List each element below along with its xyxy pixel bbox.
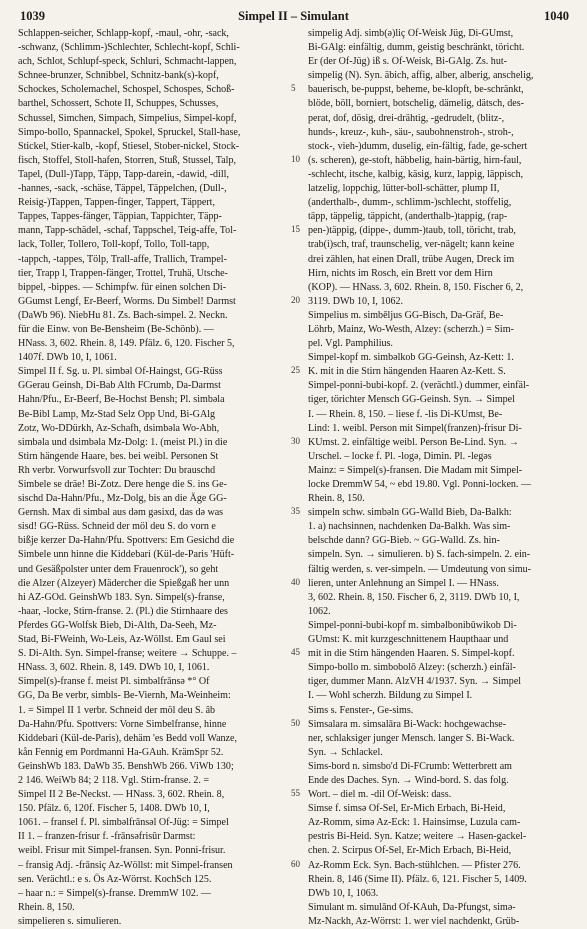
text-line: Hahn/Pfu., Er-Beerf, Be-Hochst Bensh; Pl. simbəla <box>18 394 225 406</box>
text-line: 1. = Simpel II 1 verbr. Schneid der möl deu S. âb <box>18 704 216 716</box>
text-line: Simbele se dräe! Bi-Zotz. Dere henge die S. ins Ge- <box>18 479 227 490</box>
text-line: I. — Rhein. 8, 150. – liese f. -lis Di-KUmst, Be- <box>308 408 503 420</box>
text-line: GUmst: K. mit kurzgeschnittenem Haupthaar und <box>308 634 509 646</box>
text-line: 1407f. DWb 10, I, 1061. <box>18 352 117 364</box>
text-line: Az-Romm Eck. Syn. Bach-stühlchen. — Pfister 276. <box>308 859 521 871</box>
text-line: ach, Schlot, Schlupf-speck, Schluri, Schmacht-lappen, <box>18 56 237 68</box>
right-column <box>308 27 576 929</box>
text-line: Simbele unn hinne die Kiddebari (Kül-de-Paris 'Hüft- <box>18 549 235 561</box>
line-number: 60 <box>291 858 300 869</box>
text-line: tier, Trapp l, Trappen-fänger, Trottel, Truhä, Utsche- <box>18 267 228 279</box>
text-line: Syn. → Schlackel. <box>308 746 383 758</box>
text-line: lieren, unter Anlehnung an Simpel I. — HNass. <box>308 577 499 589</box>
text-line: sisd! GG-Rüss. Schneid der möl deu S. do vorn e <box>18 521 216 533</box>
text-line: Stickel, Stier-kalb, -kopf, Stiesel, Stober-nickel, Stock- <box>18 140 240 152</box>
text-line: simpeln. Syn. → simulieren. b) S. fach-simpeln. 2. ein- <box>308 549 531 561</box>
text-line: Ende des Daches. Syn. → Wind-bord. S. das folg. <box>308 774 509 786</box>
text-line: DWb 10, I, 1063. <box>308 887 379 899</box>
text-line: weibl. Frisur mit Simpel-fransen. Syn. Ponni-frisur. <box>18 845 226 857</box>
text-line: S. Di-Alth. Syn. Simpel-franse; weitere → Schuppe. – <box>18 648 237 660</box>
text-line: täpp, täppelig, täppicht, (anderthalb-)tappig, (rap- <box>308 211 508 223</box>
text-line: – fransig Adj. -frānsiç Az-Wöllst: mit Simpel-fransen <box>18 859 233 871</box>
text-line: Rh verbr. Vorwurfsvoll zur Tochter: Du brauschd <box>18 464 216 476</box>
text-line: (anderthalb-, dumm-, schlimm-)schlecht, stoffelig, <box>308 197 512 209</box>
text-line: Sims s. Fenster-, Ge-sims. <box>308 704 414 716</box>
text-line: 2 146. WeiWb 84; 2 118. Vgl. Stirn-franse. 2. = <box>18 774 210 786</box>
text-line: HNass. 3, 602. Rhein. 8, 149. Pfälz. 6, 120. Fischer 5, <box>18 338 235 350</box>
text-line: Schockes, Scholemachel, Schospel, Schospes, Schoß- <box>18 84 235 96</box>
text-line: Pferdes GG-Wolfsk Bieb, Di-Alth, Da-Seeh, Mz- <box>18 619 217 631</box>
text-line: GeinshWb 183. DaWb 35. BenshWb 266. ViWb 130; <box>18 760 234 772</box>
text-line: GGerau Geinsh, Di-Bab Alth FCrumb, Da-Darmst <box>18 380 221 392</box>
text-line: HNass. 3, 602. Rhein. 8, 149. DWb 10, I, 1061. <box>18 662 210 674</box>
text-line: Löhrb, Mainz, Wo-Westh, Alzey: (scherzh.) = Sim- <box>308 323 514 335</box>
text-line: mann, Tapp-schädel, -schaf, Tappschel, Teig-affe, Tol- <box>18 225 237 237</box>
text-line: pen-)täppig, (dippe-, dumm-)taub, toll, töricht, trab, <box>308 225 516 237</box>
text-line: -haar, -locke, Stirn-franse. 2. (Pl.) die Stirnhaare des <box>18 605 228 617</box>
line-number: 5 <box>291 83 296 94</box>
text-line: ner, schlaksiger junger Mensch. langer S. Bi-Wack. <box>308 732 515 744</box>
text-line: Reisig-)Tappen, Tappen-finger, Tappert, Täppert, <box>18 197 215 209</box>
text-line: simpelig Adj. simb(ə)liç Of-Weisk Jüg, Di-GUmst, <box>308 28 514 39</box>
text-line: Hirn, nichts im Rosch, ein Brett vor dem Hirn <box>308 267 493 279</box>
text-line: 3119. DWb 10, I, 1062. <box>308 295 404 307</box>
text-line: Simpo-bollo, Spannackel, Spokel, Spruckel, Stall-hase, <box>18 126 241 138</box>
text-line: Tapel, (Dull-)Tapp, Täpp, Tapp-darein, -dawid, -dill, <box>18 168 229 180</box>
text-line: blöde, böll, borniert, botschelig, dämelig, dätsch, des- <box>308 98 524 110</box>
text-line: Zotz, Wo-DDürkh, Az-Schafh, dsimbəla Wo-Abh, <box>18 422 220 434</box>
text-line: drei zählen, hat einen Drall, trübe Augen, Dreck im <box>308 253 515 265</box>
text-line: -schlecht, itsche, kalbig, käsig, kurz, lappig, läppisch, <box>308 168 524 180</box>
text-line: perat, dof, dösig, drei-drähtig, -gedrudelt, (blitz-, <box>308 112 505 124</box>
text-line: Simpel II 2 Be-Neckst. — HNass. 3, 602. Rhein. 8, <box>18 789 225 801</box>
text-line: 1061. – fransel f. Pl. simbəlfrānsəl Of-Jüg: = Simpel <box>18 817 229 829</box>
text-line: (DaWb 96). NiebHu 81. Zs. Bach-simpel. 2. Neckn. <box>18 309 228 321</box>
text-line: Simpel(s)-franse f. meist Pl. simbəlfrānsə *° Of <box>18 676 210 688</box>
text-line: Rhein. 8, 150. <box>18 901 75 913</box>
text-line: die Alzer (Alzeyer) Mädercher die Spießgaß her unn <box>18 577 230 589</box>
text-line: I. — Wohl scherzh. Bildung zu Simpel I. <box>308 690 473 702</box>
text-line: (KOP). — HNass. 3, 602. Rhein. 8, 150. Fischer 6, 2, <box>308 281 524 293</box>
text-line: – haar n.: = Simpel(s)-franse. DremmW 102. — <box>18 887 211 899</box>
text-line: Wort. – diel m. -dil Of-Weisk: dass. <box>308 789 452 801</box>
line-number: 30 <box>291 435 300 446</box>
text-line: (s. scheren), ge-stoft, häbbelig, hain-bärtig, hirn-faul, <box>308 154 522 166</box>
text-line: Da-Hahn/Pfu. Spottvers: Vorne Simbelfranse, hinne <box>18 718 227 730</box>
text-line: Sims-bord n. simsbo'd Di-FCrumb: Wetterbrett am <box>308 760 512 772</box>
text-line: belschde dann? GG-Bieb. ~ GG-Walld. Zs. hin- <box>308 535 500 547</box>
text-line: mit in die Stirn hängenden Haaren. S. Simpel-kopf. <box>308 648 515 660</box>
text-line: Mz-Nackh, Az-Wörrst: 1. wer viel nachdenkt, Grüb- <box>308 915 520 927</box>
text-line: Simpel-kopf m. simbəlkob GG-Geinsh, Az-Kett: 1. <box>308 352 514 364</box>
text-line: Simpelius m. simbēljus GG-Bisch, Da-Gräf, Be- <box>308 309 504 321</box>
text-line: chen. 2. Scirpus Of-Sel, Er-Mich Erbach, Bi-Heid, <box>308 845 512 857</box>
text-line: -schwanz, (Schlimm-)Schlechter, Schlecht-kopf, Schli- <box>18 42 240 54</box>
line-number: 10 <box>291 153 300 164</box>
text-line: pel. Vgl. Pamphilius. <box>308 338 393 350</box>
text-line: Urschel. – locke f. Pl. -logə, Dimin. Pl. -legəs <box>308 450 492 462</box>
text-line: 1. a) nachsinnen, nachdenken Da-Balkh. Was sim- <box>308 521 511 533</box>
text-line: Kiddebari (Kül-de-Paris), dehäm 'es Bedd voll Wanze, <box>18 732 237 744</box>
text-line: simbəla und dsimbəla Mz-Dolg: 1. (meist Pl.) in die <box>18 436 228 448</box>
text-line: 1062. <box>308 605 331 617</box>
text-line: bauerisch, be-puppst, beheme, be-klopft, be-schränkt, <box>308 84 524 96</box>
text-line: hi AZ-GOd. GeinshWb 183. Syn. Simpel(s)-franse, <box>18 591 225 603</box>
text-line: -tappch, -tappes, Tölp, Trall-affe, Trallich, Trampel- <box>18 253 227 265</box>
line-number: 25 <box>291 365 300 376</box>
text-line: pestris Bi-Heid. Syn. Katze; weitere → Hasen-gackel- <box>308 831 527 843</box>
text-line: Simpo-bollo m. simbobolō Alzey: (scherzh.) einfäl- <box>308 662 516 674</box>
text-line: Bi-GAlg: einfältig, dumm, geistig beschränkt, töricht. <box>308 42 525 54</box>
text-line: Gernsh. Max di simbal aus dəm gəsixd, das də was <box>18 507 224 519</box>
text-line: und Gesäßpolster unter dem Frauenrock'), so geht <box>18 563 219 575</box>
line-number: 40 <box>291 576 300 587</box>
text-line: Simpel II f. Sg. u. Pl. simbəl Of-Haingst, GG-Rüss <box>18 366 223 378</box>
text-line: simpelig (N). Syn. äbich, affig, alber, alberig, anschelig, <box>308 70 534 82</box>
text-line: tiger, dummer Mann. AlzVH 4/1937. Syn. → Simpel <box>308 676 522 688</box>
text-line: fältig werden, s. ver-simpeln. — Umdeutung von simu- <box>308 563 532 575</box>
text-line: sischd Da-Hahn/Pfu., Mz-Dolg, bis an die Äge GG- <box>18 493 227 505</box>
text-line: 3, 602. Rhein. 8, 150. Fischer 6, 2, 3119. DWb 10, I, <box>308 591 520 603</box>
line-number: 20 <box>291 294 300 305</box>
text-line: simpelieren s. simulieren. <box>18 915 122 927</box>
text-line: kån Fennig em Pordmanni Ha-GAuh. KrämSpr 52. <box>18 746 224 758</box>
line-number: 15 <box>291 224 300 235</box>
text-line: GG, Da Be verbr, simbls- Be-Viernh, Ma-Weinheim: <box>18 690 231 702</box>
text-line: stock-, vieh-)dumm, duselig, ein-fältig, fade, ge-schert <box>308 140 528 152</box>
text-line: latzelig, loppchig, lütter-boll-schätter, plump II, <box>308 183 500 195</box>
text-line: Az-Romm, simə Az-Eck: 1. Hainsimse, Luzula cam- <box>308 817 521 829</box>
text-line: Lind: 1. weibl. Person mit Simpel(franzen)-frisur Di- <box>308 422 522 434</box>
text-line: locke DremmW 54, ~ ebd 19.80. Vgl. Ponni-locken. — <box>308 479 531 490</box>
text-line: 150. Pfälz. 6, 120f. Fischer 5, 1408. DWb 10, I, <box>18 803 210 815</box>
text-line: bißje kerzer Da-Hahn/Pfu. Spottvers: Em Gesichd die <box>18 535 235 547</box>
left-column <box>18 27 294 929</box>
line-number: 45 <box>291 647 300 658</box>
text-line: lack, Toller, Tollero, Toll-kopf, Tollo, Toll-tapp, <box>18 239 210 251</box>
text-line: Simpel-ponni-bubi-kopf m. simbəlbonibūwikob Di- <box>308 619 517 631</box>
text-line: Schussel, Simchen, Simpach, Simpelius, Simpel-kopf, <box>18 112 237 124</box>
text-line: II 1. – franzen-frisur f. -frānsəfrisūr Darmst: <box>18 831 196 843</box>
text-line: für die Einw. von Be-Bensheim (Be-Schönb). — <box>18 323 214 335</box>
text-line: -hannes, -sack, -schäse, Täppel, Täppelchen, (Dull-, <box>18 183 227 195</box>
text-line: Stirn hängende Haare, bes. bei weibl. Personen St <box>18 450 219 462</box>
text-line: Simulant m. simulānd Of-KAuh, Da-Pfungst, simə- <box>308 901 516 913</box>
line-number: 35 <box>291 506 300 517</box>
line-number: 50 <box>291 717 300 728</box>
text-line: KUmst. 2. einfältige weibl. Person Be-Lind. Syn. → <box>308 436 519 448</box>
text-line: Rhein. 8, 150. <box>308 493 365 505</box>
text-line: Mainz: = Simpel(s)-fransen. Die Madam mit Simpel- <box>308 464 523 476</box>
text-line: Rhein. 8, 146 (Sime II). Pfälz. 6, 121. Fischer 5, 1409. <box>308 873 527 885</box>
line-number: 55 <box>291 788 300 799</box>
text-line: trab(i)sch, traf, traunschelig, ver-nägelt; kann keine <box>308 239 515 251</box>
text-line: Er (der Of-Jüg) iß s. Of-Weisk, Bi-GAlg. Zs. hut- <box>308 56 507 68</box>
text-line: hunds-, kreuz-, kuh-, säu-, saubohnenstroh-, stroh-, <box>308 126 514 138</box>
text-line: Stad, Bi-FWeinh, Wo-Leis, Az-Wöllst. Em Gaul sei <box>18 634 226 646</box>
text-line: Simse f. simsə Of-Sel, Er-Mich Erbach, Bi-Heid, <box>308 803 506 815</box>
page-number-left: 1039 <box>20 9 45 23</box>
text-line: tiger, törichter Mensch GG-Geinsh. Syn. → Simpel <box>308 394 515 406</box>
text-line: Simsalara m. simsalāra Bi-Wack: hochgewachse- <box>308 718 507 730</box>
text-line: fisch, Stoffel, Stoll-hafen, Storren, Stuß, Stussel, Talp, <box>18 154 236 166</box>
text-line: Be-Bibl Lamp, Mz-Stad Selz Opp Und, Bi-GAlg <box>18 408 216 420</box>
text-line: Simpel-ponni-bubi-kopf. 2. (verächtl.) dummer, einfäl- <box>308 380 530 392</box>
text-line: Schnee-brunzer, Schnibbel, Schnitz-bank(s)-kopf, <box>18 70 219 82</box>
text-line: Schlappen-seicher, Schlapp-kopf, -maul, -ohr, -sack, <box>18 28 229 39</box>
text-line: barthel, Schossert, Schote II, Schuppes, Schusses, <box>18 98 219 110</box>
text-line: simpeln schw. simbəln GG-Walld Bieb, Da-Balkh: <box>308 507 512 519</box>
text-line: sen. Verächtl.: e s. Ös Az-Wörrst. KochSch 125. <box>18 873 212 885</box>
text-line: K. mit in die Stirn hängenden Haaren Az-Kett. S. <box>308 366 506 378</box>
text-line: GGumst Lengf, Er-Beerf, Worms. Du Simbel! Darmst <box>18 295 236 307</box>
text-line: bippel, -bippes. — Schimpfw. für einen solchen Di- <box>18 281 227 293</box>
page-number-right: 1040 <box>544 9 569 23</box>
text-line: Tappes, Tappes-fänger, Täppian, Tappichter, Täpp- <box>18 211 222 223</box>
running-title: Simpel II – Simulant <box>238 9 349 23</box>
